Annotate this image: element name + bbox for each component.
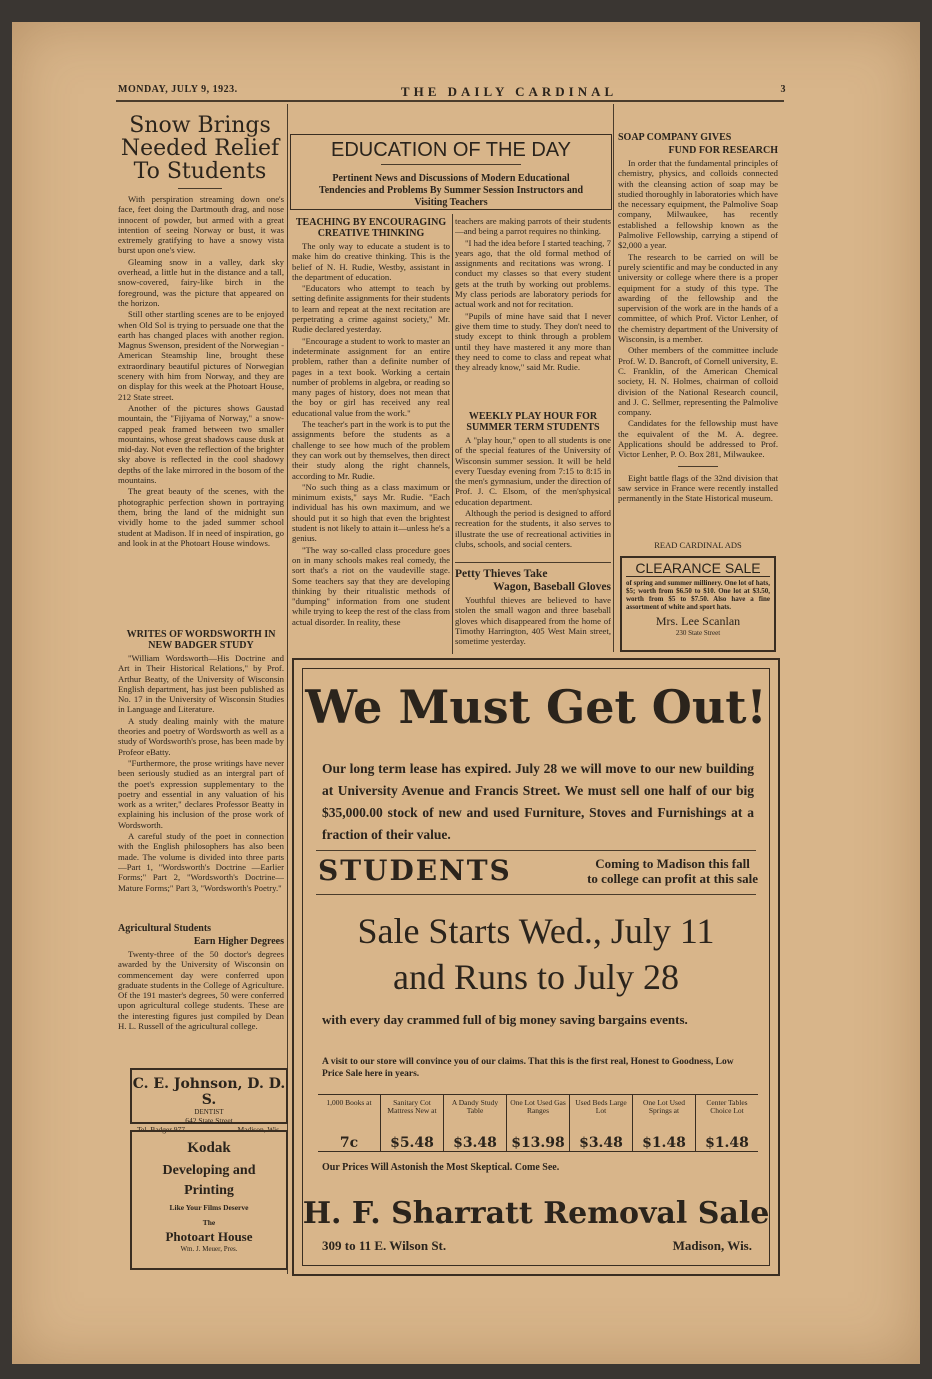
- thieves-article: [455, 566, 611, 652]
- dentist-tel: Tel. Badger 977: [137, 1125, 186, 1134]
- item-desc: A Dandy Study Table: [451, 1098, 499, 1115]
- students-sub-2: to college can profit at this sale: [587, 870, 758, 886]
- price-item: [695, 1095, 758, 1151]
- wordsworth-headline: WRITES OF WORDSWORTH IN NEW BADGER STUDY: [126, 629, 276, 651]
- price-table: [318, 1094, 758, 1152]
- item-price: $13.98: [511, 1135, 565, 1151]
- sale-astonish: Our Prices Will Astonish the Most Skeptical. Come See.: [322, 1162, 560, 1173]
- paragraph: Gleaming snow in a valley, dark sky overhead, a little hut in the distance and a tall, snow-covered, fairy-like birch in the foreground, was the picture that appeared on the horizon.: [118, 256, 284, 308]
- students-rule-bottom: [316, 894, 756, 895]
- students-rule-top: [316, 850, 756, 851]
- thieves-headline-2: Wagon, Baseball Gloves: [493, 581, 611, 593]
- soap-headline-2: FUND FOR RESEARCH: [668, 145, 778, 156]
- paragraph: The research to be carried on will be purely scientific and may be conducted in any university or college where there is a proper equipment for a study of this type. The awarding of the fellowship and the supervision of the work are in the hands of a committee, of which Prof. Victor Lenher, of the chemistry department of the University of Wisconsin, is a member.: [618, 251, 778, 345]
- soap-article: [618, 132, 778, 528]
- soap-headline-1: SOAP COMPANY GIVES: [618, 132, 732, 143]
- price-item: [318, 1095, 380, 1151]
- kodak-line-6: Photoart House: [165, 1229, 253, 1244]
- dentist-name: C. E. Johnson, D. D. S.: [132, 1076, 286, 1108]
- kodak-line-5: The: [202, 1218, 216, 1227]
- teaching-headline: TEACHING BY ENCOURAGING CREATIVE THINKING: [295, 217, 447, 239]
- paragraph: "Pupils of mine have said that I never give them time to study. They don't need to study except to think through a problem until they have mastered it any more than they need to come to class and repeat what they already know," said Mr. Rudie.: [455, 310, 611, 373]
- paragraph: The great beauty of the scenes, with the photographic perfection shown in portraying them, bring the land of the midnight sun vividly home to the jaded summer school student at Madison. If in need of inspiration, go and look in at the Photoart House windows.: [118, 486, 284, 548]
- dentist-city: Madison, Wis.: [237, 1125, 281, 1134]
- education-header-box: [290, 134, 612, 210]
- snow-article: [118, 194, 284, 624]
- sharratt-name: H. F. Sharratt Removal Sale: [302, 1196, 770, 1231]
- sale-visit: A visit to our store will convince you of our claims. That this is the first real, Honest to Goodness, Low Price Sale here in years.: [322, 1057, 734, 1079]
- column-divider: [452, 214, 453, 654]
- clearance-title: CLEARANCE SALE: [626, 560, 770, 577]
- price-item: [632, 1095, 695, 1151]
- paragraph: In order that the fundamental principles of chemistry, physics, and colloids connected with the cleansing action of soap may be studied thoroughly in laboratories which have the necessary equipment, the Palmolive Soap company, Milwaukee, has recently established a fellowship known as the Palmolive Fellowship, carrying a stipend of $2,000 a year.: [618, 158, 778, 251]
- item-price: $3.48: [579, 1135, 623, 1151]
- price-item: [506, 1095, 569, 1151]
- sharratt-headline: We Must Get Out!: [305, 680, 767, 734]
- kodak-line-1: Kodak: [187, 1140, 231, 1156]
- students-label: STUDENTS: [318, 854, 512, 887]
- paragraph: A "play hour," open to all students is one of the special features of the University of Wisconsin summer session. It will be held every Tuesday evening from 7:15 to 8:15 in the men's gymnasium, under the direction of Prof. J. C. Elsom, of the men'sphysical education department.: [455, 435, 611, 507]
- item-desc: One Lot Used Springs at: [642, 1098, 686, 1115]
- education-title: EDUCATION OF THE DAY: [330, 139, 572, 161]
- paragraph: Other members of the committee include Prof. W. D. Bancroft, of Cornell university, E. C. Franklin, of the American Chemical society, H. N. Holmes, chairman of colloid division of the National Research council, and J. C. Sellmer, representing the Palmolive company.: [618, 345, 778, 418]
- clearance-address: 230 State Street: [675, 629, 721, 637]
- clearance-ad: [620, 556, 776, 652]
- students-sub: [587, 856, 758, 886]
- paragraph: The teacher's part in the work is to put the assignments before the students as a challenge to see how much of the problem they can work out by themselves, then direct their study along the right channels, according to Mr. Rudie.: [292, 419, 450, 481]
- item-desc: One Lot Used Gas Ranges: [510, 1098, 566, 1115]
- masthead-rule: [116, 100, 784, 102]
- clearance-text: of spring and summer millinery. One lot of hats, $5; worth from $6.50 to $10. One lot at $3.50, worth from $5 to $7.50. Also have a fine assortment of white and sport hats.: [626, 579, 770, 611]
- section-rule: [455, 562, 611, 563]
- sharratt-city: Madison, Wis.: [672, 1238, 752, 1253]
- item-price: 7c: [339, 1135, 359, 1151]
- play-hour-headline: WEEKLY PLAY HOUR FOR SUMMER TERM STUDENTS: [466, 411, 600, 433]
- column-divider: [613, 104, 614, 652]
- masthead: [118, 84, 786, 100]
- paragraph: "Furthermore, the prose writings have never been seriously studied as an intergral part of the poet's expression supplementary to the poetry and essential in any valuation of his work as a writer," declares Professor Beatty in explaining his inclusion of the prose work of Wordsworth.: [118, 757, 284, 830]
- kodak-line-7: Wm. J. Meuer, Pres.: [180, 1245, 238, 1253]
- snow-headline: Snow Brings Needed Relief To Students: [120, 113, 280, 184]
- agri-article: [118, 920, 284, 1060]
- paragraph: "I had the idea before I started teaching, 7 years ago, that the old formal method of assignments and recitations was wrong. I conduct my classes so that every student gets at the truth by working out problems. My class periods are laboratory periods for actual work and not for recitation.: [455, 237, 611, 310]
- read-cardinal-ads: READ CARDINAL ADS: [654, 540, 742, 550]
- thieves-headline-1: Petty Thieves Take: [455, 568, 548, 580]
- paragraph: The only way to educate a student is to make him do creative thinking. This is the belief of N. H. Rudie, Westby, assistant in the department of education.: [292, 241, 450, 282]
- paragraph: teachers are making parrots of their students—and being a parrot requires no thinking.: [455, 216, 611, 237]
- item-desc: Used Beds Large Lot: [575, 1098, 627, 1115]
- sharratt-address: 309 to 11 E. Wilson St.: [322, 1238, 447, 1253]
- kodak-line-2: Developing and: [162, 1163, 256, 1178]
- paragraph: A study dealing mainly with the mature theories and poetry of Wordsworth as well as a study of Wordsworth's prose, has been made by Profeor eBatty.: [118, 715, 284, 757]
- kodak-line-4: Like Your Films Deserve: [169, 1203, 249, 1212]
- students-banner: [318, 854, 758, 887]
- item-desc: Center Tables Choice Lot: [706, 1098, 748, 1115]
- newspaper-page: [12, 22, 920, 1364]
- title-rule: [381, 164, 521, 165]
- paragraph: Still other startling scenes are to be enjoyed when Old Sol is trying to persuade one that the earth has changed places with another region. Magnus Swenson, president of the Norwegian - American Steamship line, brought these extraordinary beautiful pictures of Norwegian scenery with him from Norway, and they are on display for this week at the Photoart House, 212 State street.: [118, 309, 284, 402]
- sharratt-footer: [322, 1238, 752, 1254]
- paragraph: Although the period is designed to afford recreation for the students, it also serves to illustrate the use of recreational activities in clubs, schools, and social centers.: [455, 508, 611, 549]
- sale-crammed: with every day crammed full of big money saving bargains events.: [322, 1012, 688, 1027]
- item-price: $1.48: [705, 1135, 749, 1151]
- play-hour-article: [455, 408, 611, 560]
- item-price: $1.48: [642, 1135, 686, 1151]
- students-sub-1: Coming to Madison this fall: [595, 855, 750, 871]
- paragraph: "Educators who attempt to teach by setting definite assignments for their students to learn and repeat at the next recitation are perpetrating a crime against society," Mr. Rudie declared yesterday.: [292, 283, 450, 335]
- headline-rule: [178, 188, 222, 189]
- clearance-name: Mrs. Lee Scanlan: [655, 614, 741, 628]
- paragraph: Candidates for the fellowship must have the equivalent of the M. A. degree. Applications should be addressed to Prof. Victor Lenher, P. O. Box 281, Milwaukee.: [618, 418, 778, 460]
- sale-end: and Runs to July 28: [392, 957, 679, 997]
- wordsworth-article: [118, 626, 284, 916]
- price-item: [380, 1095, 443, 1151]
- sharratt-lease-text: Our long term lease has expired. July 28 we will move to our new building at University Avenue and Francis Street. We must sell one half of our big $35,000.00 stock of new and used Furniture, Stoves and Furnishings at a fraction of their value.: [322, 761, 754, 842]
- paragraph: "No such thing as a class maximum or minimum exists," says Mr. Rudie. "Each individual has his own maximum, and we should put it so high that even the brightest student is not likely to attain it—unless he's a genius.: [292, 481, 450, 544]
- price-item: [443, 1095, 506, 1151]
- kodak-line-3: Printing: [184, 1183, 234, 1198]
- kodak-ad: [130, 1130, 288, 1270]
- item-desc: 1,000 Books at: [326, 1098, 372, 1107]
- sale-start: Sale Starts Wed., July 11: [357, 911, 715, 951]
- paragraph: "Encourage a student to work to master an indeterminate assignment for an entire problem, rather than a definite number of pages in a text book. Working a certain number of problems in algebra, or reading so many pages of history, does not mean that the boy or girl has received any real educational value from the work.": [292, 335, 450, 418]
- agri-headline-1: Agricultural Students: [118, 923, 212, 934]
- teaching-continued: [455, 216, 611, 406]
- issue-date: MONDAY, JULY 9, 1923.: [118, 84, 238, 95]
- paragraph: "The way so-called class procedure goes on in many schools makes real comedy, the sort that's a riot on the vaudeville stage. Some teachers say that they are developing thinking by their ritualistic methods of "dumping" information from one student while trying to keep the rest of the class from actual disorder. In reality, these: [292, 544, 450, 627]
- dentist-role: DENTIST: [194, 1108, 224, 1116]
- agri-headline-2: Earn Higher Degrees: [193, 936, 284, 947]
- dentist-address: 642 State Street: [185, 1116, 233, 1125]
- paragraph: Youthful thieves are believed to have stolen the small wagon and three baseball gloves which disappeared from the home of Timothy Harrington, 405 West Main street, sometime yesterday.: [455, 595, 611, 647]
- paragraph: Another of the pictures shows Gaustad mountain, the "Fijiyama of Norway," a snow-capped peak framed between two smaller mountains, whose great shadows cause dusk at mid-day. Not even the reflection of the brighter sky above is reflected in the cool shadowy depths of the lake mirrored in the bosom of the mountains.: [118, 402, 284, 486]
- item-price: $5.48: [390, 1135, 434, 1151]
- paragraph: Twenty-three of the 50 doctor's degrees awarded by the University of Wisconsin on commencement day were conferred upon graduate students in the College of Agriculture. Of the 191 master's degrees, 50 were conferred upon agricultural college students. These are the interesting figures just compiled by Dean H. L. Russell of the agricultural college.: [118, 949, 284, 1032]
- teaching-article: [292, 214, 450, 654]
- flags-paragraph: Eight battle flags of the 32nd division that saw service in France were recently installed permanently in the State Historical museum.: [618, 472, 778, 504]
- paragraph: A careful study of the poet in connection with the English philosophers has also been made. The volume is divided into three parts —Part 1, "Wordsworth's Doctrine —Earlier Forms;" Part 2, "Wordsworth's Doctrine—Mature Forms;" Part 3, "Wordsworth's Poetry.": [118, 831, 284, 893]
- dentist-ad: [130, 1068, 288, 1134]
- item-desc: Sanitary Cot Mattress New at: [387, 1098, 437, 1115]
- page-number: 3: [780, 84, 786, 95]
- item-price: $3.48: [453, 1135, 497, 1151]
- paper-name: THE DAILY CARDINAL: [400, 84, 618, 99]
- education-subtitle: Pertinent News and Discussions of Modern Educational Tendencies and Problems By Summer Session Instructors and Visiting Teachers: [318, 173, 584, 208]
- price-item: [569, 1095, 632, 1151]
- paragraph: "William Wordsworth—His Doctrine and Art in Their Historical Relations," by Prof. Arthur Beatty, of the University of Wisconsin English department, has just been published as No. 17 in the University of Wisconsin Studies in Language and Literature.: [118, 653, 284, 715]
- paragraph: With perspiration streaming down one's face, feet doing the Dartmouth drag, and nose innocent of powder, but armed with a great intention of seeing Norway or bust, it was extremely gratifying to have a snowy vista burst upon one's view.: [118, 194, 284, 256]
- article-rule: [678, 466, 718, 467]
